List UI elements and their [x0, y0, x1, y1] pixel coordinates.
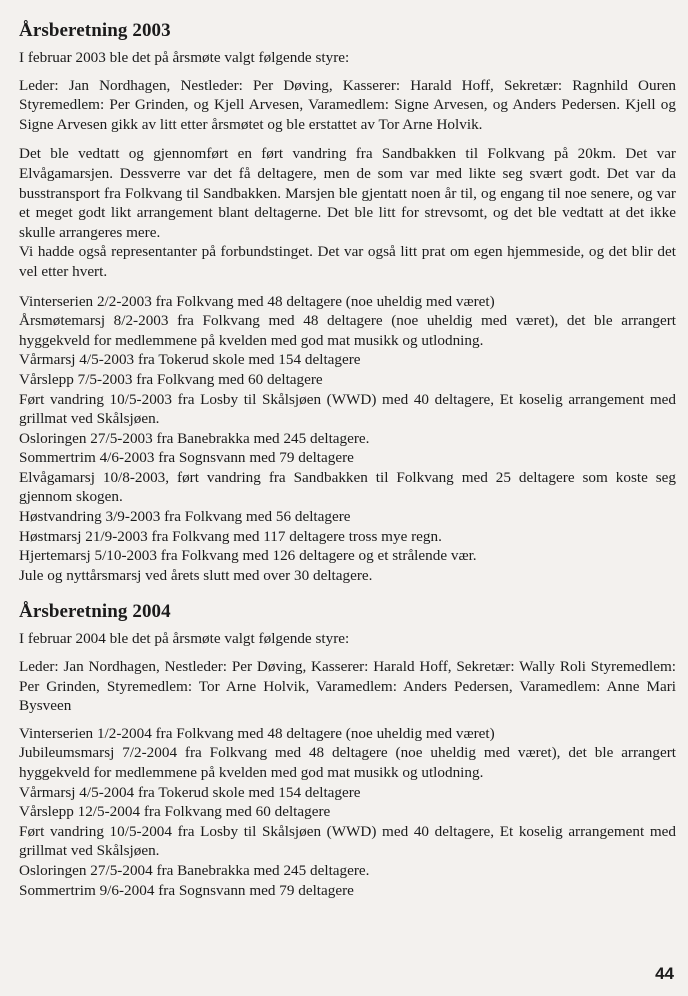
board-text: Leder: Jan Nordhagen, Nestleder: Per Døving, Kasserer: Harald Hoff, Sekretær: Wally Roli Styremedlem: Per Grinden, Styremedlem: Tor Arne Holvik, Varamedlem: Anders Pedersen, Varamedlem: Anne Mari Bysveen: [19, 658, 676, 715]
intro-text: I februar 2003 ble det på årsmøte valgt følgende styre:: [19, 49, 350, 66]
intro-text: I februar 2004 ble det på årsmøte valgt følgende styre:: [19, 630, 350, 648]
section-heading: Årsberetning 2004: [19, 601, 171, 623]
event-item: Hjertemarsj 5/10-2003 fra Folkvang med 126 deltagere og et strålende vær.: [19, 547, 477, 565]
event-item: Elvågamarsj 10/8-2003, ført vandring fra Sandbakken til Folkvang med 25 deltagere som koste seg gjennom skogen.: [19, 468, 676, 506]
event-item: Vårslepp 12/5-2004 fra Folkvang med 60 deltagere: [19, 803, 331, 821]
event-item: Vinterserien 2/2-2003 fra Folkvang med 48 deltagere (noe uheldig med været): [19, 292, 495, 310]
event-item: Osloringen 27/5-2004 fra Banebrakka med 245 deltagere.: [19, 861, 370, 879]
event-item: Vårmarsj 4/5-2003 fra Tokerud skole med 154 deltagere: [19, 351, 361, 369]
event-item: Jubileumsmarsj 7/2-2004 fra Folkvang med 48 deltagere (noe uheldig med været), det ble arrangert hyggekveld for medlemmene på kvelden med god mat musikk og utlodning.: [19, 744, 676, 781]
event-item: Vårslepp 7/5-2003 fra Folkvang med 60 deltagere: [19, 370, 323, 388]
event-item: Årsmøtemarsj 8/2-2003 fra Folkvang med 48 deltagere (noe uheldig med været), det ble arrangert hyggekveld for medlemmene på kvelden med god mat musikk og utlodning.: [19, 312, 676, 349]
event-item: Sommertrim 9/6-2004 fra Sognsvann med 79 deltagere: [19, 881, 354, 899]
page-number: 44: [655, 964, 674, 983]
event-item: Høstmarsj 21/9-2003 fra Folkvang med 117 deltagere tross mye regn.: [19, 527, 442, 545]
event-item: Osloringen 27/5-2003 fra Banebrakka med 245 deltagere.: [19, 429, 370, 447]
paragraph: Det ble vedtatt og gjennomført en ført vandring fra Sandbakken til Folkvang på 20km. Det var Elvågamarsjen. Dessverre var det få deltagere, men de som var med likte seg svært godt. Det var da busstransport fra Folkvang til Sandbakken. Marsjen ble gjentatt noen år til, og engang til noe senere, og var et meget godt likt arrangement blant deltagerne. Det ble litt for strevsomt, og det ble vedtatt at det ikke skulle arrangeres mere.: [19, 145, 676, 241]
event-item: Vinterserien 1/2-2004 fra Folkvang med 48 deltagere (noe uheldig med været): [19, 724, 495, 742]
event-item: Ført vandring 10/5-2003 fra Losby til Skålsjøen (WWD) med 40 deltagere, Et koselig arrangement med grillmat ved Skålsjøen.: [19, 390, 676, 428]
section-heading: Årsberetning 2003: [19, 20, 171, 41]
event-item: Jule og nyttårsmarsj ved årets slutt med over 30 deltagere.: [19, 566, 373, 584]
paragraph: Vi hadde også representanter på forbundstinget. Det var også litt prat om egen hjemmeside, og det blir det vel etter hvert.: [19, 243, 676, 280]
board-text: Leder: Jan Nordhagen, Nestleder: Per Døving, Kasserer: Harald Hoff, Sekretær: Ragnhild Ouren Styremedlem: Per Grinden, og Kjell Arvesen, Varamedlem: Signe Arvesen, og Anders Pedersen. Kjell og Signe Arvesen gikk av litt etter årsmøtet og ble erstattet av Tor Arne Holvik.: [19, 76, 676, 133]
section-2003: [19, 20, 676, 585]
section-2004: [19, 601, 676, 900]
event-item: Høstvandring 3/9-2003 fra Folkvang med 56 deltagere: [19, 508, 351, 526]
event-item: Vårmarsj 4/5-2004 fra Tokerud skole med 154 deltagere: [19, 783, 361, 801]
event-item: Ført vandring 10/5-2004 fra Losby til Skålsjøen (WWD) med 40 deltagere, Et koselig arrangement med grillmat ved Skålsjøen.: [19, 822, 676, 860]
event-list: [19, 292, 676, 586]
event-item: Sommertrim 4/6-2003 fra Sognsvann med 79 deltagere: [19, 449, 354, 467]
event-list: [19, 724, 676, 900]
